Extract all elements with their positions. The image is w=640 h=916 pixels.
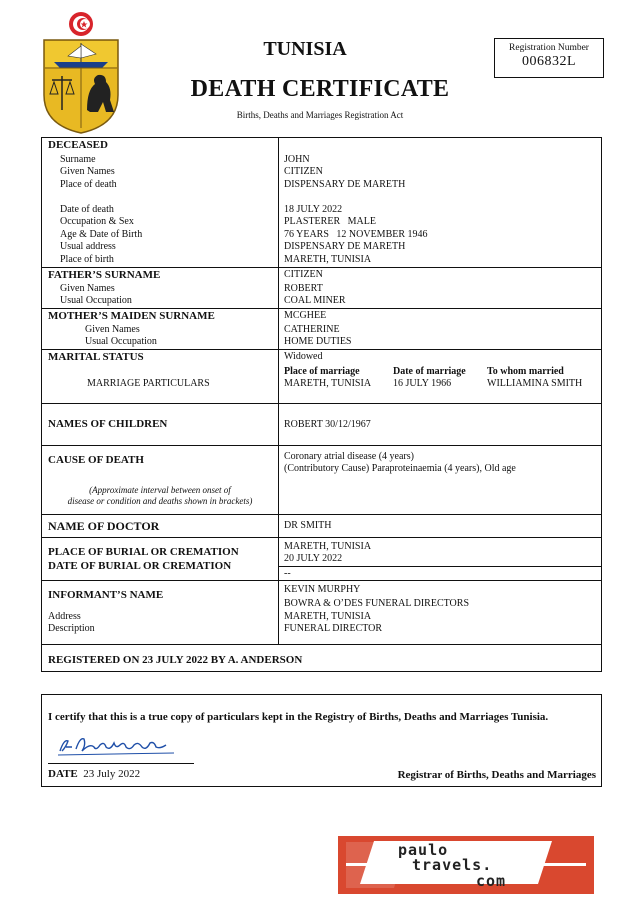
row-divider bbox=[279, 566, 601, 567]
cause-heading: CAUSE OF DEATH bbox=[48, 454, 144, 466]
certification-statement: I certify that this is a true copy of particulars kept in the Registry of Births, Deaths and Marriages Tunisia. bbox=[48, 711, 549, 723]
logo-line-1: paulo bbox=[398, 841, 449, 859]
label-occupation-sex: Occupation & Sex bbox=[60, 216, 134, 227]
cause-note-2: disease or condition and deaths shown in brackets) bbox=[67, 496, 253, 506]
marital-status-value: Widowed bbox=[284, 351, 323, 362]
father-label-occupation: Usual Occupation bbox=[60, 295, 132, 306]
label-date-of-death: Date of death bbox=[60, 204, 114, 215]
logo-line-3: com bbox=[476, 872, 507, 890]
row-divider bbox=[42, 308, 601, 309]
logo-line-2: travels. bbox=[412, 856, 493, 874]
value-usual-address: DISPENSARY DE MARETH bbox=[284, 241, 406, 252]
date-label: DATE bbox=[48, 768, 78, 780]
informant-company: BOWRA & O’DES FUNERAL DIRECTORS bbox=[284, 598, 470, 609]
certification-box bbox=[41, 694, 602, 787]
mother-label-given-names: Given Names bbox=[85, 324, 140, 335]
row-divider bbox=[42, 580, 601, 581]
country-title: TUNISIA bbox=[263, 38, 347, 60]
certificate-table bbox=[41, 137, 602, 672]
label-age-dob: Age & Date of Birth bbox=[60, 229, 143, 240]
marriage-particulars-label: MARRIAGE PARTICULARS bbox=[87, 378, 210, 389]
row-divider bbox=[42, 445, 601, 446]
deceased-heading: DECEASED bbox=[48, 139, 108, 151]
marriage-whom-header: To whom married bbox=[487, 366, 564, 377]
value-place-of-birth: MARETH, TUNISIA bbox=[284, 254, 372, 265]
informant-label-description: Description bbox=[48, 623, 95, 634]
burial-place-heading: PLACE OF BURIAL OR CREMATION bbox=[48, 546, 239, 558]
mother-surname: MCGHEE bbox=[284, 310, 327, 321]
label-usual-address: Usual address bbox=[60, 241, 116, 252]
marriage-date-header: Date of marriage bbox=[393, 366, 466, 377]
informant-address: MARETH, TUNISIA bbox=[284, 611, 372, 622]
informant-label-address: Address bbox=[48, 611, 81, 622]
registration-number-box bbox=[494, 38, 604, 78]
signature-icon bbox=[56, 733, 186, 757]
marital-heading: MARITAL STATUS bbox=[48, 351, 144, 363]
value-date-of-death: 18 JULY 2022 bbox=[284, 204, 343, 215]
label-surname: Surname bbox=[60, 154, 96, 165]
mother-label-occupation: Usual Occupation bbox=[85, 336, 157, 347]
informant-name: KEVIN MURPHY bbox=[284, 584, 361, 595]
document-title: DEATH CERTIFICATE bbox=[190, 76, 450, 102]
mother-given-names: CATHERINE bbox=[284, 324, 340, 335]
marriage-date-value: 16 JULY 1966 bbox=[393, 378, 452, 389]
informant-heading: INFORMANT’S NAME bbox=[48, 589, 164, 601]
row-divider bbox=[42, 644, 601, 645]
value-age-dob: 76 YEARS 12 NOVEMBER 1946 bbox=[284, 229, 428, 240]
date-row bbox=[48, 768, 140, 780]
doctor-heading: NAME OF DOCTOR bbox=[48, 519, 160, 533]
paulo-travels-logo bbox=[338, 836, 594, 894]
date-value: 23 July 2022 bbox=[83, 768, 141, 780]
burial-date-value: 20 JULY 2022 bbox=[284, 553, 343, 564]
doctor-value: DR SMITH bbox=[284, 520, 332, 531]
father-given-names: ROBERT bbox=[284, 283, 323, 294]
column-divider bbox=[278, 138, 279, 644]
row-divider bbox=[42, 267, 601, 268]
cause-line-1: Coronary atrial disease (4 years) bbox=[284, 451, 414, 462]
burial-place-value: MARETH, TUNISIA bbox=[284, 541, 372, 552]
registered-line: REGISTERED ON 23 JULY 2022 BY A. ANDERSON bbox=[48, 654, 303, 666]
registrar-title: Registrar of Births, Deaths and Marriages bbox=[397, 769, 596, 781]
father-surname: CITIZEN bbox=[284, 269, 323, 280]
coat-of-arms-icon bbox=[40, 10, 122, 135]
marriage-place-header: Place of marriage bbox=[284, 366, 360, 377]
row-divider bbox=[42, 403, 601, 404]
row-divider bbox=[42, 537, 601, 538]
label-given-names: Given Names bbox=[60, 166, 115, 177]
children-value: ROBERT 30/12/1967 bbox=[284, 419, 371, 430]
burial-date-heading: DATE OF BURIAL OR CREMATION bbox=[48, 560, 232, 572]
label-place-of-death: Place of death bbox=[60, 179, 117, 190]
registration-number-value: 006832L bbox=[521, 54, 577, 69]
father-occupation: COAL MINER bbox=[284, 295, 346, 306]
mother-heading: MOTHER’S MAIDEN SURNAME bbox=[48, 310, 215, 322]
father-label-given-names: Given Names bbox=[60, 283, 115, 294]
registration-number-label: Registration Number bbox=[509, 43, 589, 53]
burial-extra-value: -- bbox=[284, 568, 291, 579]
value-given-names: CITIZEN bbox=[284, 166, 323, 177]
children-heading: NAMES OF CHILDREN bbox=[48, 418, 168, 430]
marriage-whom-value: WILLIAMINA SMITH bbox=[487, 378, 583, 389]
cause-note-1: (Approximate interval between onset of bbox=[89, 485, 231, 495]
informant-description: FUNERAL DIRECTOR bbox=[284, 623, 383, 634]
cause-line-2: (Contributory Cause) Paraproteinaemia (4 years), Old age bbox=[284, 463, 516, 474]
mother-occupation: HOME DUTIES bbox=[284, 336, 352, 347]
marriage-place-value: MARETH, TUNISIA bbox=[284, 378, 372, 389]
row-divider bbox=[42, 514, 601, 515]
value-occupation-sex: PLASTERER MALE bbox=[284, 216, 376, 227]
row-divider bbox=[42, 349, 601, 350]
value-surname: JOHN bbox=[284, 154, 310, 165]
act-subtitle: Births, Deaths and Marriages Registration Act bbox=[236, 110, 404, 120]
father-heading: FATHER’S SURNAME bbox=[48, 269, 161, 281]
label-place-of-birth: Place of birth bbox=[60, 254, 114, 265]
signature-line bbox=[48, 763, 194, 764]
value-place-of-death: DISPENSARY DE MARETH bbox=[284, 179, 406, 190]
